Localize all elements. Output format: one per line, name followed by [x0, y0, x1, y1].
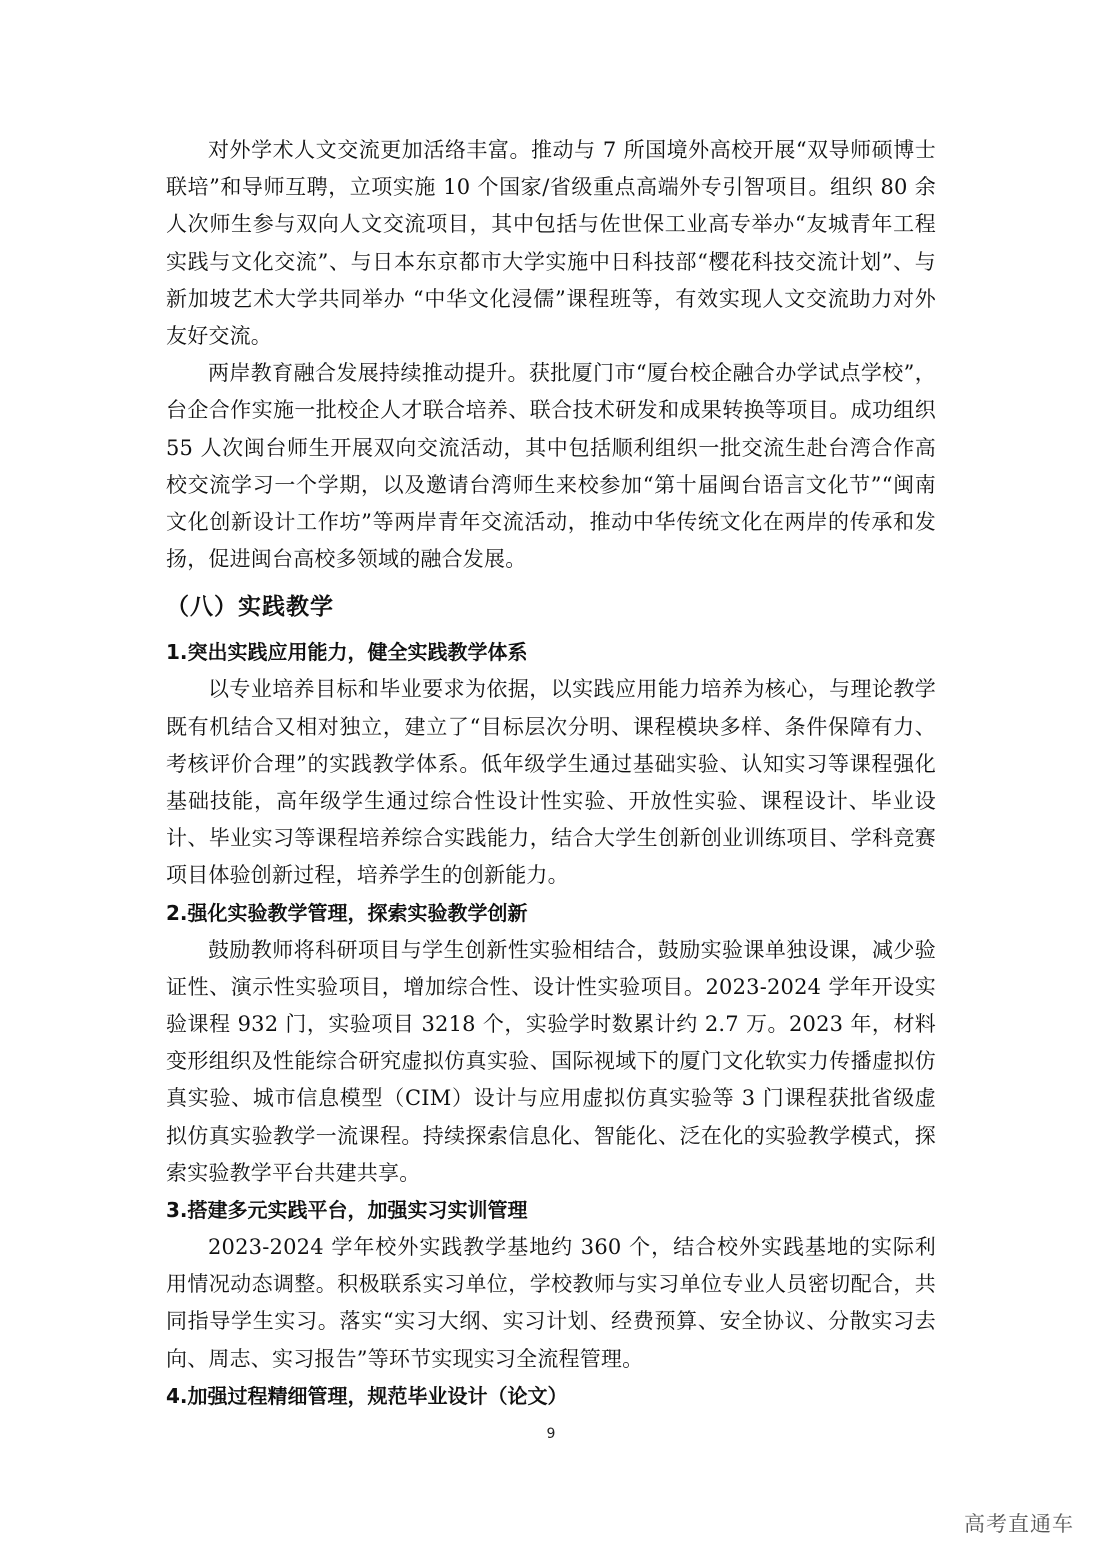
subsection-text-1: 以专业培养目标和毕业要求为依据，以实践应用能力培养为核心，与理论教学既有机结合又相对独立，建立了“目标层次分明、课程模块多样、条件保障有力、考核评价合理”的实践教学体系。低年级学生通过基础实验、认知实习等课程强化基础技能，高年级学生通过综合性设计性实验、开放性实验、课程设计、毕业设计、毕业实习等课程培养综合实践能力，结合大学生创新创业训练项目、学科竞赛项目体验创新过程，培养学生的创新能力。 — [166, 677, 936, 888]
subsection-text-3: 2023-2024 学年校外实践教学基地约 360 个，结合校外实践基地的实际利用情况动态调整。积极联系实习单位，学校教师与实习单位专业人员密切配合，共同指导学生实习。落实“实习大纲、实习计划、经费预算、安全协议、分散实习去向、周志、实习报告”等环节实现实习全流程管理。 — [166, 1235, 936, 1371]
page-number: 9 — [546, 1426, 556, 1442]
watermark: 高考直通车 — [964, 1512, 1074, 1536]
subsection-heading-1: 1.突出实践应用能力，健全实践教学体系 — [166, 640, 528, 665]
paragraph-cross-strait-education: 两岸教育融合发展持续推动提升。获批厦门市“厦台校企融合办学试点学校”，台企合作实施一批校企人才联合培养、联合技术研发和成果转换等项目。成功组织 55 人次闽台师生开展双向交流活动，其中包括顺利组织一批交流生赴台湾合作高校交流学习一个学期，以及邀请台湾师生来校参加“第十届闽台语言文化节”“闽南文化创新设计工作坊”等两岸青年交流活动，推动中华传统文化在两岸的传承和发扬，促进闽台高校多领域的融合发展。 — [166, 361, 936, 572]
paragraph-international-exchange: 对外学术人文交流更加活络丰富。推动与 7 所国境外高校开展“双导师硕博士联培”和导师互聘，立项实施 10 个国家/省级重点高端外专引智项目。组织 80 余人次师生参与双向人文交流项目，其中包括与佐世保工业高专举办“友城青年工程实践与文化交流”、与日本东京都市大学实施中日科技部“樱花科技交流计划”、与新加坡艺术大学共同举办 “中华文化浸儒”课程班等，有效实现人文交流助力对外友好交流。 — [166, 138, 936, 349]
document-body — [166, 132, 936, 1415]
subsection-text-2: 鼓励教师将科研项目与学生创新性实验相结合，鼓励实验课单独设课，减少验证性、演示性实验项目，增加综合性、设计性实验项目。2023-2024 学年开设实验课程 932 门，实验项目 3218 个，实验学时数累计约 2.7 万。2023 年，材料变形组织及性能综合研究虚拟仿真实验、国际视域下的厦门文化软实力传播虚拟仿真实验、城市信息模型（CIM）设计与应用虚拟仿真实验等 3 门课程获批省级虚拟仿真实验教学一流课程。持续探索信息化、智能化、泛在化的实验教学模式，探索实验教学平台共建共享。 — [166, 937, 936, 1185]
subsection-heading-2: 2.强化实验教学管理，探索实验教学创新 — [166, 900, 528, 925]
subsection-heading-4: 4.加强过程精细管理，规范毕业设计（论文） — [166, 1383, 568, 1408]
subsection-heading-3: 3.搭建多元实践平台，加强实习实训管理 — [166, 1198, 528, 1223]
section-title: （八）实践教学 — [166, 594, 334, 621]
